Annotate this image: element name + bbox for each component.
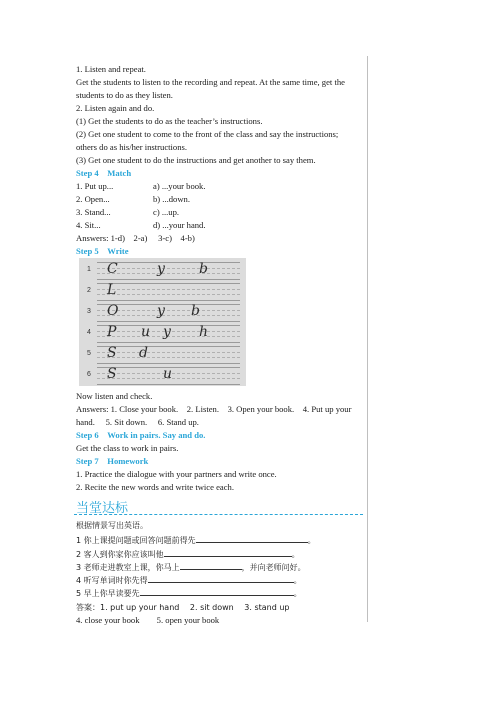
exercise-question: 1 你上课提问题或回答问题前得先 。 <box>76 536 316 545</box>
answer-blank[interactable] <box>140 587 294 596</box>
step3-sub2-line2: others do as his/her instructions. <box>76 142 187 152</box>
answer-blank[interactable] <box>148 574 294 583</box>
exercise-question: 3 老师走进教室上课，你马上 ，并向老师问好。 <box>76 563 306 572</box>
match-row <box>76 219 206 231</box>
step7-heading: Step 7 Homework <box>76 456 149 466</box>
step6-heading: Step 6 Work in pairs. Say and do. <box>76 430 206 440</box>
step3-sub3: (3) Get one student to do the instructions and get another to say them. <box>76 155 316 165</box>
handwriting-row: 3 O y b <box>79 302 246 322</box>
answer-blank[interactable] <box>196 534 308 543</box>
section-title-underline <box>74 514 363 516</box>
match-left: 3. Stand... <box>76 207 111 217</box>
step5-check: Now listen and check. <box>76 391 153 401</box>
exercise-question: 2 客人到你家你应该叫他 。 <box>76 550 300 559</box>
step3-item1: 1. Listen and repeat. <box>76 64 146 74</box>
section-title: 当堂达标 <box>76 501 129 516</box>
step3-text-line1: Get the students to listen to the recording and repeat. At the same time, get the <box>76 77 345 87</box>
exercise-answers-line1: 答案：1. put up your hand 2. sit down 3. stand up <box>76 603 290 612</box>
step3-sub1: (1) Get the students to do as the teacher’s instructions. <box>76 116 263 126</box>
exercise-instruction: 根据情景写出英语。 <box>76 521 148 530</box>
handwriting-row: 5 S d <box>79 344 246 364</box>
handwriting-row: 6 S u <box>79 365 246 385</box>
answer-blank[interactable] <box>180 561 242 570</box>
answer-blank[interactable] <box>164 548 292 557</box>
match-row <box>76 193 190 205</box>
exercise-question: 5 早上你早读要先 。 <box>76 589 302 598</box>
exercise-answers-line2: 4. close your book 5. open your book <box>76 615 220 625</box>
match-right: b) ...down. <box>153 194 190 204</box>
match-right: c) ...up. <box>153 207 180 217</box>
match-left: 4. Sit... <box>76 220 101 230</box>
match-right: a) ...your book. <box>153 181 206 191</box>
step4-answers: Answers: 1-d) 2-a) 3-c) 4-b) <box>76 233 195 243</box>
match-left: 2. Open... <box>76 194 110 204</box>
step3-sub2-line1: (2) Get one student to come to the front of the class and say the instructions; <box>76 129 339 139</box>
handwriting-row: 4 P u y h <box>79 323 246 343</box>
step7-item1: 1. Practice the dialogue with your partners and write once. <box>76 469 277 479</box>
handwriting-row: 2 L <box>79 281 246 301</box>
match-right: d) ...your hand. <box>153 220 206 230</box>
handwriting-image <box>79 258 246 386</box>
column-divider <box>367 56 368 622</box>
step4-heading: Step 4 Match <box>76 168 132 178</box>
exercise-question: 4 听写单词时你先得 。 <box>76 576 302 585</box>
step3-text-line2: students to do as they listen. <box>76 90 173 100</box>
step5-answers-line2: hand. 5. Sit down. 6. Stand up. <box>76 417 199 427</box>
step5-heading: Step 5 Write <box>76 246 129 256</box>
match-left: 1. Put up... <box>76 181 114 191</box>
step3-item2: 2. Listen again and do. <box>76 103 155 113</box>
match-row <box>76 206 180 218</box>
handwriting-row: 1 C y b <box>79 260 246 280</box>
match-row <box>76 180 206 192</box>
step5-answers-line1: Answers: 1. Close your book. 2. Listen. 3. Open your book. 4. Put up your <box>76 404 352 414</box>
step7-item2: 2. Recite the new words and write twice each. <box>76 482 234 492</box>
step6-text: Get the class to work in pairs. <box>76 443 179 453</box>
